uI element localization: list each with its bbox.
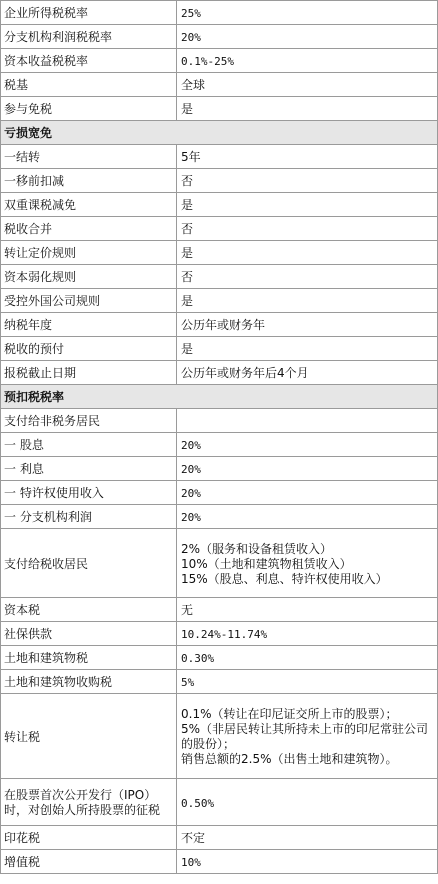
row-value: 公历年或财务年 — [177, 313, 438, 337]
row-label: 双重课税减免 — [1, 193, 177, 217]
row-value: 20% — [177, 505, 438, 529]
table-row — [1, 145, 438, 169]
row-label: 企业所得税税率 — [1, 1, 177, 25]
row-label: 资本税 — [1, 598, 177, 622]
table-row — [1, 313, 438, 337]
row-label: 印花税 — [1, 826, 177, 850]
table-row — [1, 193, 438, 217]
table-row — [1, 622, 438, 646]
row-value: 是 — [177, 289, 438, 313]
table-row — [1, 73, 438, 97]
row-label: 报税截止日期 — [1, 361, 177, 385]
row-value: 公历年或财务年后4个月 — [177, 361, 438, 385]
table-row — [1, 529, 438, 598]
row-value: 否 — [177, 169, 438, 193]
row-label: 受控外国公司规则 — [1, 289, 177, 313]
row-value: 2%（服务和设备租赁收入） 10%（土地和建筑物租赁收入） 15%（股息、利息、特许权使用收入） — [177, 529, 438, 598]
row-value: 否 — [177, 265, 438, 289]
row-label: 分支机构利润税税率 — [1, 25, 177, 49]
row-label: 一 特许权使用收入 — [1, 481, 177, 505]
table-row — [1, 670, 438, 694]
table-row — [1, 850, 438, 874]
row-label: 资本收益税税率 — [1, 49, 177, 73]
row-value: 是 — [177, 97, 438, 121]
row-label: 一 利息 — [1, 457, 177, 481]
row-label: 土地和建筑物税 — [1, 646, 177, 670]
table-row — [1, 169, 438, 193]
row-label: 税收合并 — [1, 217, 177, 241]
row-value: 25% — [177, 1, 438, 25]
row-label: 税收的预付 — [1, 337, 177, 361]
row-value: 是 — [177, 337, 438, 361]
row-value: 20% — [177, 457, 438, 481]
table-row — [1, 97, 438, 121]
table-row — [1, 433, 438, 457]
row-value: 20% — [177, 25, 438, 49]
row-label: 土地和建筑物收购税 — [1, 670, 177, 694]
row-value: 0.30% — [177, 646, 438, 670]
row-value: 0.1%-25% — [177, 49, 438, 73]
row-label: 纳税年度 — [1, 313, 177, 337]
row-label: 一移前扣减 — [1, 169, 177, 193]
row-value: 是 — [177, 193, 438, 217]
row-label: 在股票首次公开发行（IPO） 时，对创始人所持股票的征税 — [1, 779, 177, 826]
row-value: 是 — [177, 241, 438, 265]
section-header-row — [1, 385, 438, 409]
row-label: 社保供款 — [1, 622, 177, 646]
section-header-row — [1, 121, 438, 145]
row-label: 一 分支机构利润 — [1, 505, 177, 529]
row-value: 无 — [177, 598, 438, 622]
row-value: 20% — [177, 481, 438, 505]
section-title: 亏损宽免 — [1, 121, 438, 145]
row-value: 5年 — [177, 145, 438, 169]
table-row — [1, 49, 438, 73]
table-row — [1, 361, 438, 385]
row-label: 税基 — [1, 73, 177, 97]
row-label: 一 股息 — [1, 433, 177, 457]
table-row — [1, 481, 438, 505]
table-row — [1, 265, 438, 289]
row-value: 0.50% — [177, 779, 438, 826]
row-value — [177, 409, 438, 433]
table-row — [1, 457, 438, 481]
table-row — [1, 409, 438, 433]
row-value: 5% — [177, 670, 438, 694]
table-row — [1, 694, 438, 779]
row-value: 0.1%（转让在印尼证交所上市的股票）； 5%（非居民转让其所持未上市的印尼常驻公司的股份）； 销售总额的2.5%（出售土地和建筑物）。 — [177, 694, 438, 779]
row-label: 支付给税收居民 — [1, 529, 177, 598]
row-label: 支付给非税务居民 — [1, 409, 177, 433]
table-row — [1, 241, 438, 265]
row-value: 不定 — [177, 826, 438, 850]
table-row — [1, 217, 438, 241]
row-value: 全球 — [177, 73, 438, 97]
table-row — [1, 505, 438, 529]
table-row — [1, 25, 438, 49]
row-value: 否 — [177, 217, 438, 241]
table-row — [1, 826, 438, 850]
row-label: 增值税 — [1, 850, 177, 874]
table-row — [1, 289, 438, 313]
table-row — [1, 646, 438, 670]
table-row — [1, 598, 438, 622]
row-label: 转让定价规则 — [1, 241, 177, 265]
table-row — [1, 779, 438, 826]
row-value: 10.24%-11.74% — [177, 622, 438, 646]
row-value: 10% — [177, 850, 438, 874]
row-value: 20% — [177, 433, 438, 457]
row-label: 一结转 — [1, 145, 177, 169]
row-label: 转让税 — [1, 694, 177, 779]
table-row — [1, 1, 438, 25]
row-label: 资本弱化规则 — [1, 265, 177, 289]
row-label: 参与免税 — [1, 97, 177, 121]
table-row — [1, 337, 438, 361]
section-title: 预扣税税率 — [1, 385, 438, 409]
